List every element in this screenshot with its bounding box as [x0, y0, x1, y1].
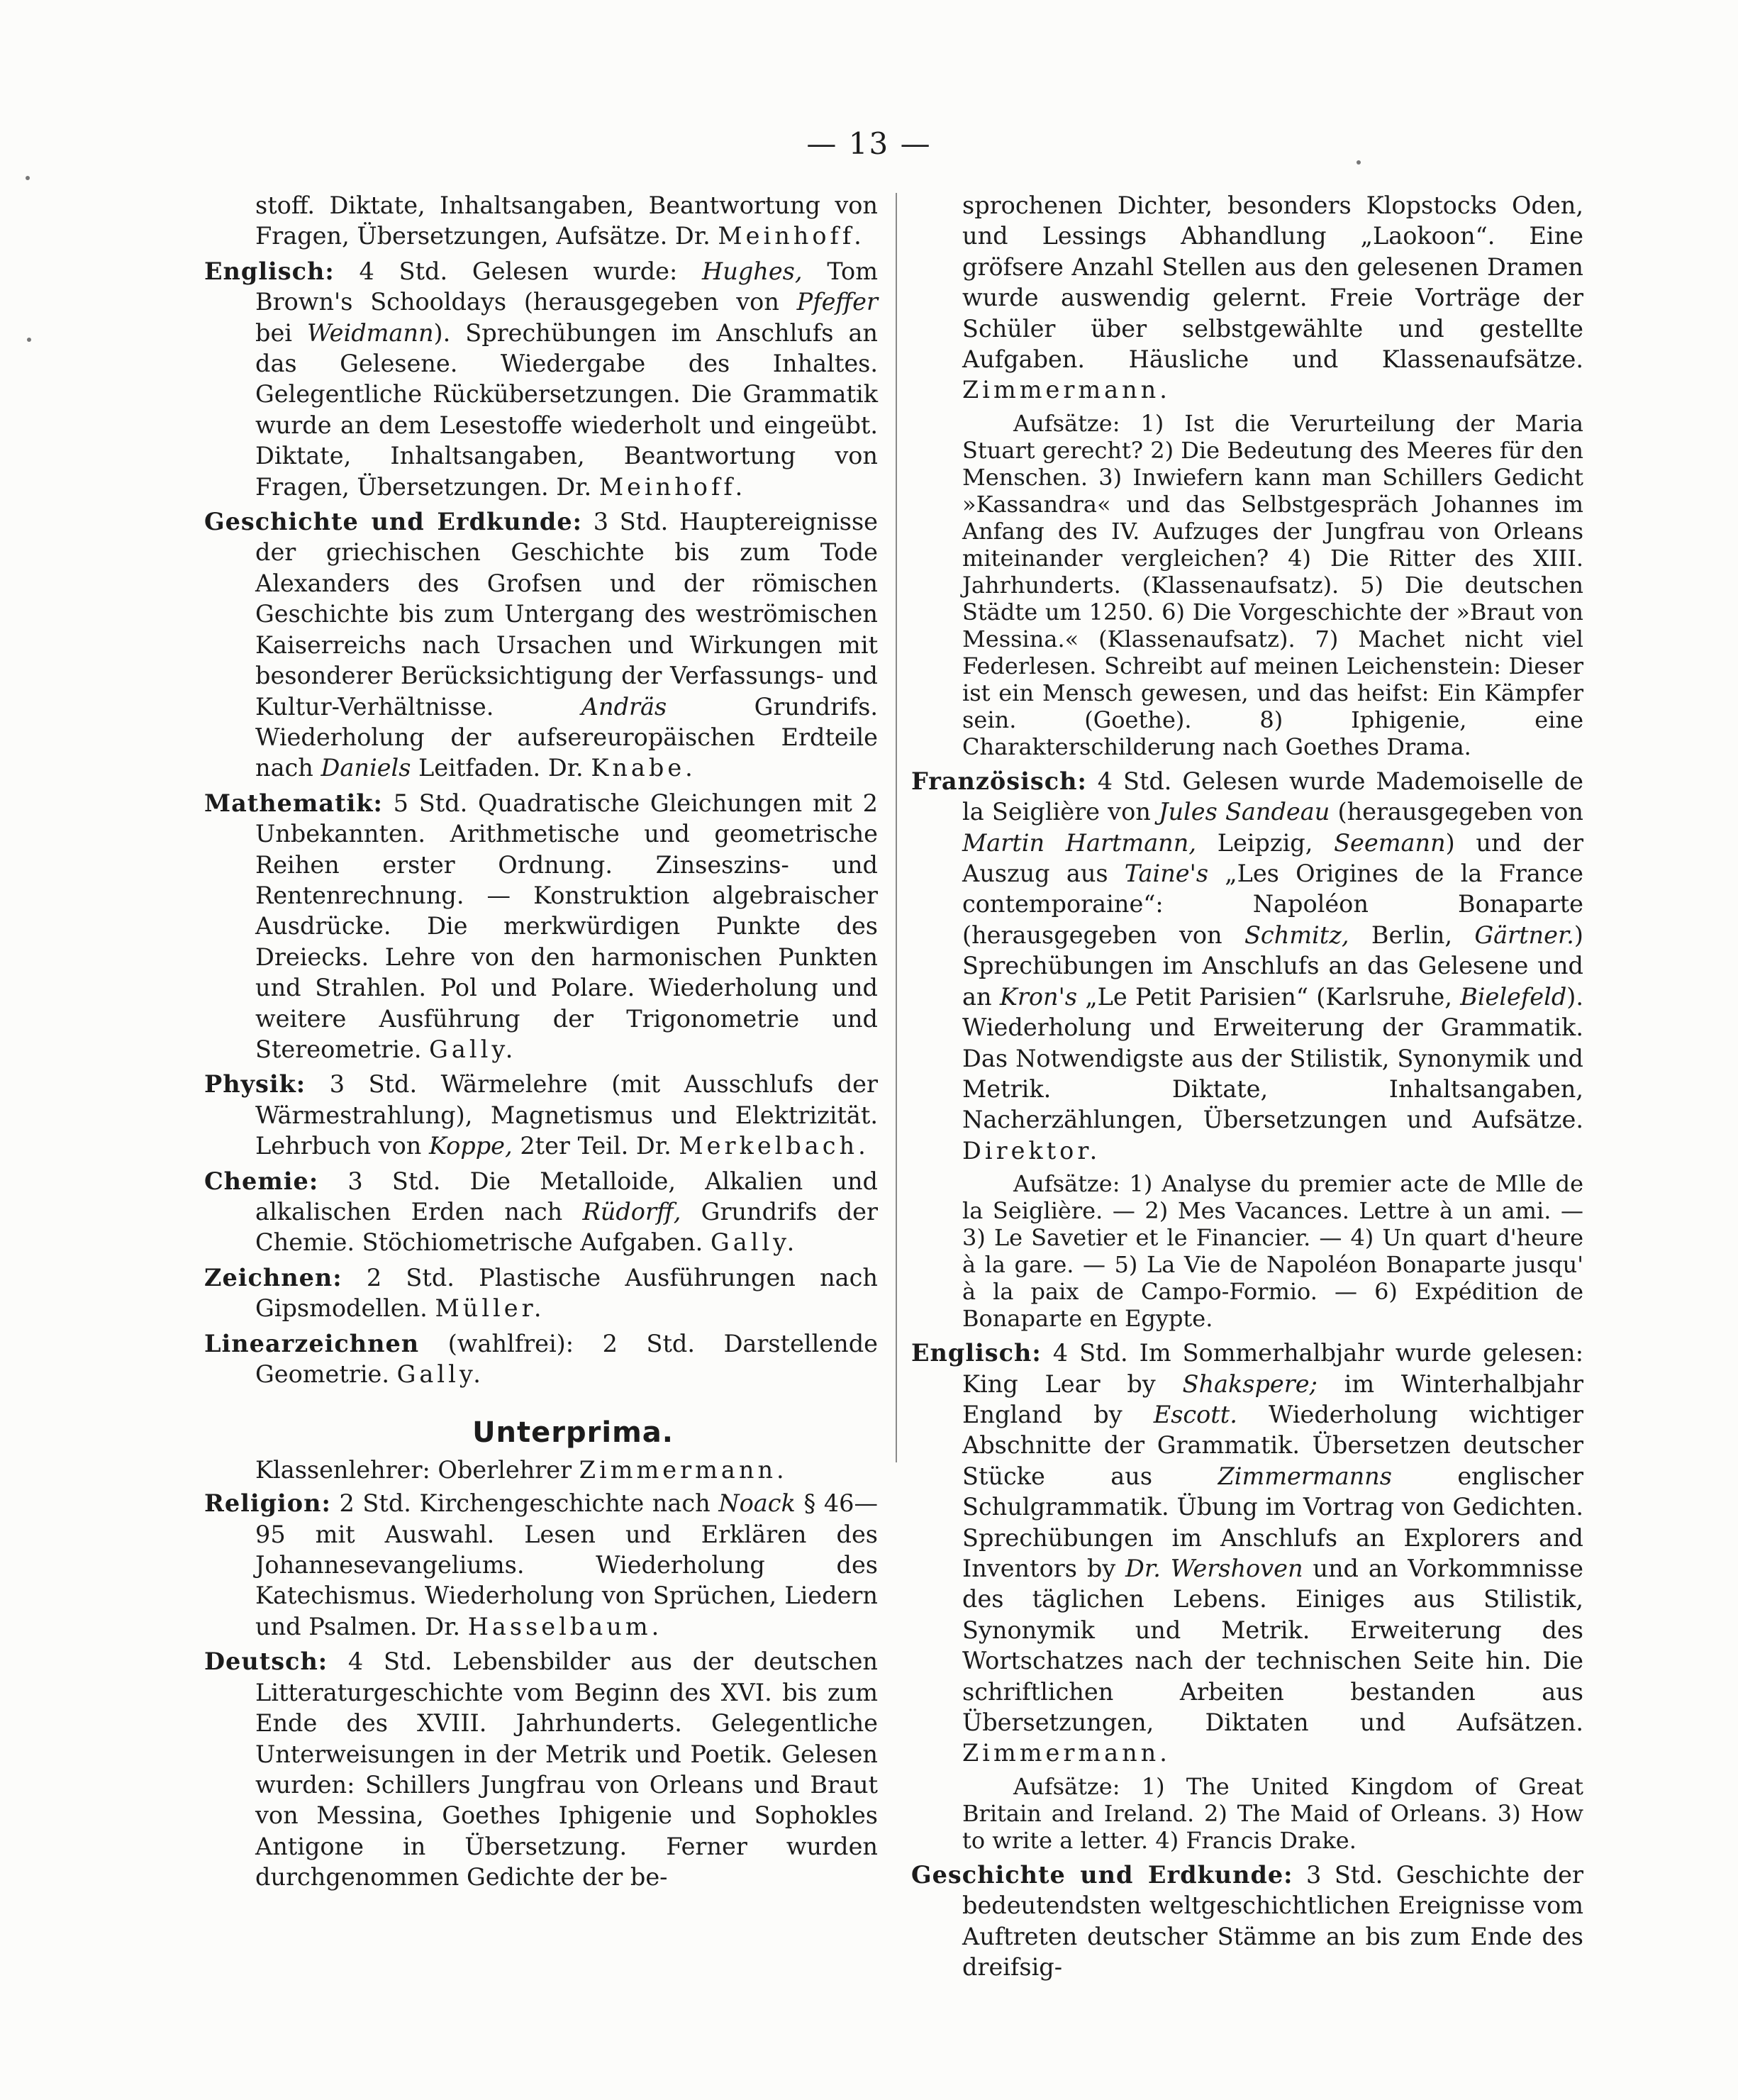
subject-heading: Religion:	[204, 1489, 331, 1518]
subject-heading: Mathematik:	[204, 789, 383, 817]
entry-text: Berlin,	[1349, 921, 1475, 949]
entry-text: ). Sprechübungen im Anschlufs an das Gelesene. Wiedergabe des Inhaltes. Gelegentliche Rückübersetzungen. Die Grammatik wurde an dem Lesestoffe wiederholt und eingeübt. Diktate, Inhaltsangaben, Beantwortung von Fragen, Übersetzungen. Dr.	[255, 318, 878, 501]
italic-text: Kron's	[999, 982, 1078, 1011]
subject-entry	[204, 1166, 878, 1258]
subject-entry	[204, 1328, 878, 1390]
subject-entry	[911, 1860, 1583, 1983]
subject-entry	[204, 1069, 878, 1161]
margin-speck	[26, 176, 30, 180]
subject-heading: Linearzeichnen	[204, 1329, 420, 1357]
right-entries-2	[911, 1338, 1583, 1769]
right-entries-3	[911, 1860, 1583, 1983]
entry-text: 4 Std. Gelesen wurde Mademoiselle de la Seiglière von	[962, 767, 1583, 826]
deutsch-continuation	[204, 190, 878, 252]
entry-text: Tom Brown's Schooldays (herausgegeben von	[255, 257, 878, 316]
intro-text: stoff. Diktate, Inhaltsangaben, Beantwortung von Fragen, Übersetzungen, Aufsätze. Dr.	[255, 191, 878, 250]
subject-heading: Physik:	[204, 1070, 306, 1099]
left-column	[204, 190, 878, 1897]
subject-entry	[204, 1262, 878, 1324]
subject-heading: Geschichte und Erdkunde:	[204, 508, 583, 536]
entry-text: 3 Std. Die Metalloide, Alkalien und alkalischen Erden nach	[255, 1167, 878, 1226]
entry-text: „Le Petit Parisien“ (Karlsruhe,	[1077, 982, 1461, 1011]
teacher-name: Gally.	[429, 1035, 517, 1063]
teacher-name: Gally.	[710, 1228, 798, 1257]
intro-teacher: Meinhoff.	[718, 222, 865, 250]
entry-text: und an Vorkommnisse des täglichen Lebens. Einiges aus Stilistik, Synonymik und Metrik. Erweiterung des Wortschatzes nach der technischen Seite hin. Die schriftlichen Arbeiten bestanden aus Übersetzungen, Diktaten und Aufsätzen.	[962, 1554, 1584, 1736]
italic-text: Martin Hartmann,	[962, 828, 1196, 857]
italic-text: Koppe,	[429, 1132, 513, 1160]
deutsch-cont-teacher: Zimmermann.	[962, 376, 1171, 404]
page-number: — 13 —	[806, 126, 932, 161]
class-teacher-name: Zimmermann.	[579, 1455, 788, 1484]
italic-text: Bielefeld	[1460, 982, 1567, 1011]
entry-text: im Winterhalbjahr England by	[962, 1370, 1583, 1428]
subject-entry	[204, 256, 878, 502]
class-teacher-label: Klassenlehrer: Oberlehrer	[255, 1455, 572, 1484]
left-entries-2	[204, 1488, 878, 1892]
subject-heading: Deutsch:	[204, 1648, 328, 1676]
subject-heading: Geschichte und Erdkunde:	[911, 1860, 1293, 1889]
italic-text: Shakspere;	[1182, 1370, 1318, 1398]
entry-text: 3 Std. Wärmelehre (mit Ausschlufs der Wärmestrahlung), Magnetismus und Elektrizität. Lehrbuch von	[255, 1070, 878, 1160]
engl-essays: Aufsätze: 1) The United Kingdom of Great Britain and Ireland. 2) The Maid of Orleans. 3) How to write a letter. 4) Francis Drake.	[962, 1772, 1583, 1854]
subject-entry	[911, 1338, 1583, 1769]
teacher-name: Gally.	[396, 1360, 484, 1389]
italic-text: Taine's	[1124, 860, 1209, 888]
teacher-name: Knabe.	[591, 754, 696, 782]
italic-text: Hughes,	[702, 257, 803, 285]
italic-text: Gärtner.	[1474, 921, 1574, 949]
italic-text: Andräs	[581, 692, 667, 721]
franz-essays: Aufsätze: 1) Analyse du premier acte de Mlle de la Seiglière. — 2) Mes Vacances. Lettre à un ami. — 3) Le Savetier et le Financier. — 4) Un quart d'heure à la gare. — 5) La Vie de Napoléon Bonaparte jusqu' à la paix de Campo-Formio. — 6) Expédition de Bonaparte en Egypte.	[962, 1170, 1583, 1333]
class-teacher	[204, 1455, 878, 1485]
deutsch-continuation-right	[911, 190, 1583, 406]
italic-text: Noack	[718, 1489, 796, 1518]
italic-text: Weidmann	[306, 318, 434, 347]
deutsch-cont-text: sprochenen Dichter, besonders Klopstocks Oden, und Lessings Abhandlung „Laokoon“. Eine gröfsere Anzahl Stellen aus den gelesenen Dramen wurde auswendig gelernt. Freie Vorträge der Schüler über selbstgewählte und gestellte Aufgaben. Häusliche und Klassenaufsätze.	[962, 191, 1583, 374]
entry-text: 4 Std. Im Sommerhalbjahr wurde gelesen: King Lear by	[962, 1339, 1583, 1398]
entry-text: (herausgegeben von	[1330, 798, 1584, 826]
teacher-name: Merkelbach.	[679, 1132, 869, 1160]
entry-text: ) Sprechübungen im Anschlufs an das Gelesene und an	[962, 921, 1583, 1011]
margin-speck	[27, 338, 31, 342]
entry-text: 5 Std. Quadratische Gleichungen mit 2 Unbekannten. Arithmetische und geometrische Reihen erster Ordnung. Zinseszins- und Rentenrechnung. — Konstruktion algebraischer Ausdrücke. Die merkwürdigen Punkte des Dreiecks. Lehre von den harmonischen Punkten und Strahlen. Pol und Polare. Wiederholung und weitere Ausführung der Trigonometrie und Stereometrie.	[255, 789, 878, 1063]
entry-text: bei	[255, 318, 307, 347]
left-entries	[204, 256, 878, 1390]
entry-text: ). Wiederholung und Erweiterung der Grammatik. Das Notwendigste aus der Stilistik, Synonymik und Metrik. Diktate, Inhaltsangaben, Nacherzählungen, Übersetzungen und Aufsätze.	[962, 982, 1583, 1134]
entry-text: Grundrifs der Chemie. Stöchiometrische Aufgaben.	[255, 1198, 878, 1257]
entry-text: „Les Origines de la France contemporaine“: Napoléon Bonaparte (herausgegeben von	[962, 860, 1583, 949]
margin-speck	[1357, 160, 1361, 165]
subject-heading: Englisch:	[911, 1339, 1042, 1367]
entry-text: Grundrifs. Wiederholung der aufsereuropäischen Erdteile nach	[255, 692, 878, 782]
subject-entry	[911, 766, 1583, 1166]
subject-heading: Englisch:	[204, 257, 335, 285]
teacher-name: Zimmermann.	[962, 1739, 1171, 1767]
subject-entry	[204, 788, 878, 1065]
teacher-name: Müller.	[435, 1294, 545, 1323]
subject-entry	[204, 506, 878, 784]
entry-text: 4 Std. Gelesen wurde:	[334, 257, 703, 285]
italic-text: Zimmermanns	[1218, 1462, 1392, 1490]
entry-text: Wiederholung wichtiger Abschnitte der Grammatik. Übersetzen deutscher Stücke aus	[962, 1400, 1583, 1490]
teacher-name: Direktor.	[962, 1136, 1101, 1165]
right-entries	[911, 766, 1583, 1166]
entry-text: (wahlfrei): 2 Std. Darstellende Geometrie.	[255, 1329, 878, 1389]
italic-text: Rüdorff,	[582, 1198, 681, 1226]
entry-text: § 46—95 mit Auswahl. Lesen und Erklären des Johannesevangeliums. Wiederholung des Katechismus. Wiederholung von Sprüchen, Liedern und Psalmen. Dr.	[255, 1489, 878, 1640]
entry-text: ) und der Auszug aus	[962, 828, 1584, 888]
entry-text: 2 Std. Kirchengeschichte nach	[330, 1489, 719, 1518]
entry-text: englischer Schulgrammatik. Übung im Vortrag von Gedichten. Sprechübungen im Anschlufs an Explorers and Inventors by	[962, 1462, 1583, 1582]
italic-text: Pfeffer	[796, 288, 878, 316]
entry-text: Leitfaden. Dr.	[411, 754, 591, 782]
italic-text: Seemann	[1334, 828, 1446, 857]
entry-text: 3 Std. Hauptereignisse der griechischen Geschichte bis zum Tode Alexanders des Grofsen und der römischen Geschichte bis zum Untergang des weströmischen Kaiserreichs nach Ursachen und Wirkungen mit besonderer Berücksichtigung der Verfassungs- und Kultur-Verhältnisse.	[255, 508, 878, 721]
italic-text: Jules Sandeau	[1159, 798, 1330, 826]
entry-text: 4 Std. Lebensbilder aus der deutschen Litteraturgeschichte vom Beginn des XVI. bis zum Ende des XVIII. Jahrhunderts. Gelegentliche Unterweisungen in der Metrik und Poetik. Gelesen wurden: Schillers Jungfrau von Orleans und Braut von Messina, Goethes Iphigenie und Sophokles Antigone in Übersetzung. Ferner wurden durchgenommen Gedichte der be-	[255, 1648, 878, 1891]
section-title: Unterprima.	[472, 1416, 674, 1450]
right-column	[911, 190, 1583, 1987]
italic-text: Escott.	[1153, 1400, 1237, 1428]
entry-text: Leipzig,	[1196, 828, 1335, 857]
subject-heading: Chemie:	[204, 1167, 319, 1195]
entry-text: 2ter Teil. Dr.	[512, 1132, 679, 1160]
entry-text: 3 Std. Geschichte der bedeutendsten weltgeschichtlichen Ereignisse vom Auftreten deutscher Stämme an bis zum Ende des dreifsig-	[962, 1860, 1584, 1982]
subject-heading: Zeichnen:	[204, 1263, 342, 1291]
italic-text: Daniels	[321, 754, 411, 782]
italic-text: Schmitz,	[1244, 921, 1349, 949]
column-divider	[896, 193, 897, 1462]
entry-text: 2 Std. Plastische Ausführungen nach Gipsmodellen.	[255, 1263, 878, 1323]
teacher-name: Hasselbaum.	[467, 1612, 663, 1640]
subject-entry	[204, 1646, 878, 1892]
italic-text: Dr. Wershoven	[1125, 1554, 1303, 1582]
subject-entry	[204, 1488, 878, 1642]
deutsch-essays: Aufsätze: 1) Ist die Verurteilung der Maria Stuart gerecht? 2) Die Bedeutung des Meeres für den Menschen. 3) Inwiefern kann man Schillers Gedicht »Kassandra« und das Selbstgespräch Johannes im Anfang des IV. Aufzuges der Jungfrau von Orleans miteinander vergleichen? 4) Die Ritter des XIII. Jahrhunderts. (Klassenaufsatz). 5) Die deutschen Städte um 1250. 6) Die Vorgeschichte der »Braut von Messina.« (Klassenaufsatz). 7) Machet nicht viel Federlesen. Schreibt auf meinen Leichenstein: Dieser ist ein Mensch gewesen, und das heifst: Ein Kämpfer sein. (Goethe). 8) Iphigenie, eine Charakterschilderung nach Goethes Drama.	[962, 409, 1583, 760]
teacher-name: Meinhoff.	[598, 472, 747, 501]
subject-heading: Französisch:	[911, 767, 1087, 795]
